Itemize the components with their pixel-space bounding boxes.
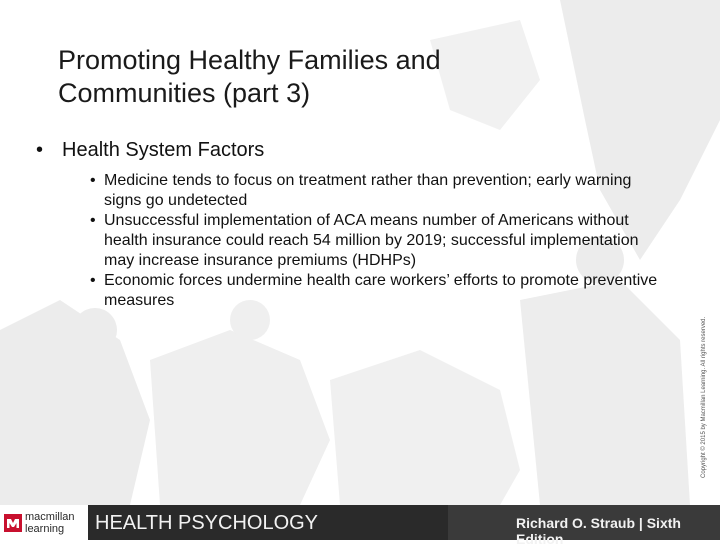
slide-title-line-1: Promoting Healthy Families and [58, 45, 441, 75]
bullet-marker: • [90, 212, 96, 229]
sub-bullet-2 [90, 211, 664, 271]
sub-bullet-3 [90, 271, 664, 311]
logo-line-2: learning [25, 523, 65, 535]
course-title: HEALTH PSYCHOLOGY [95, 512, 319, 534]
logo-wordmark [25, 511, 75, 535]
bullet-level1-text: Health System Factors [62, 139, 265, 161]
footer-bar [0, 505, 720, 547]
bullet-list [36, 137, 676, 311]
sub-bullet-text: Economic forces undermine health care workers’ efforts to promote preventive measures [104, 272, 658, 309]
bullet-marker: • [90, 172, 96, 189]
publisher-logo [0, 505, 88, 540]
sub-bullet-1 [90, 171, 664, 211]
bullet-marker: • [36, 139, 44, 161]
copyright-notice: Copyright © 2015 by Macmillan Learning. All rights reserved. [701, 316, 707, 478]
logo-line-1: macmillan [25, 511, 75, 523]
sub-bullet-list [90, 171, 676, 311]
slide-title-line-2: Communities (part 3) [58, 78, 311, 108]
sub-bullet-text: Medicine tends to focus on treatment rather than prevention; early warning signs go undetected [104, 172, 632, 209]
sub-bullet-text: Unsuccessful implementation of ACA means number of Americans without health insurance could reach 54 million by 2019; successful implementation may increase insurance premiums (HDHPs) [104, 212, 639, 269]
macmillan-m-icon [4, 514, 22, 532]
author-edition: Richard O. Straub | Sixth Edition [516, 515, 681, 547]
bullet-level1-health-system-factors [36, 137, 676, 163]
slide-title [58, 44, 618, 110]
bullet-marker: • [90, 272, 96, 289]
